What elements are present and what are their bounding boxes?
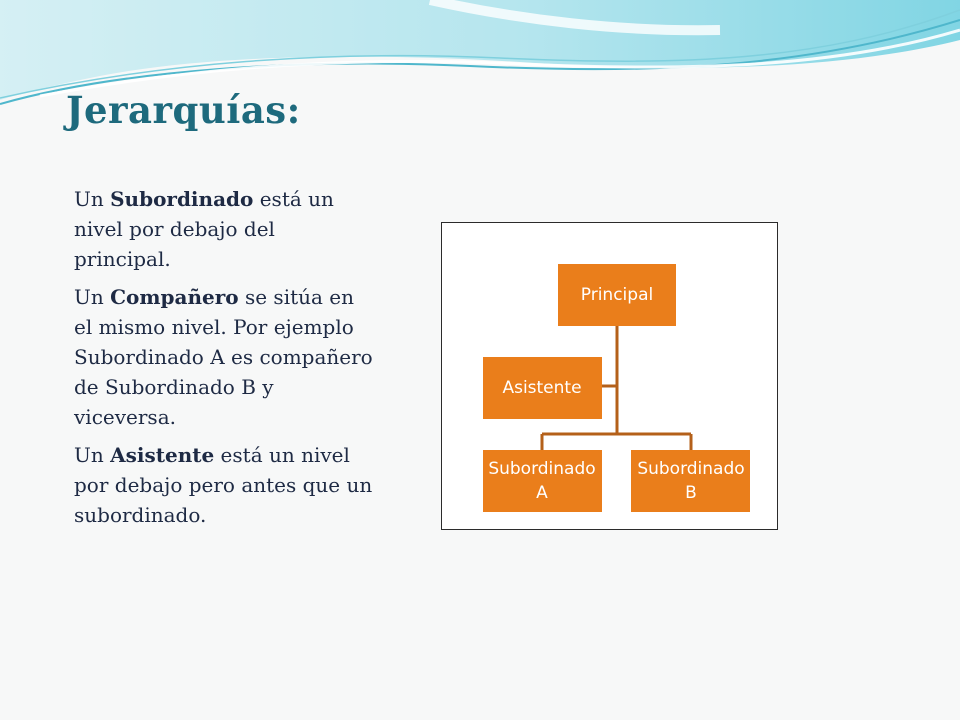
paragraph-lead: Un [74,443,111,467]
org-chart [442,223,779,531]
paragraph-rest: está un nivel por debajo pero antes que un subordinado. [74,443,373,527]
term-subordinado: Subordinado [110,187,254,211]
node-subordinado-b-line1: Subordinado [637,459,745,479]
node-asistente [483,357,602,419]
paragraph-lead: Un [74,285,111,309]
node-asistente-label: Asistente [502,378,582,398]
slide-title: Jerarquías: [66,88,301,132]
node-principal-label: Principal [580,285,654,305]
org-chart-image [441,222,778,530]
paragraph-rest: se sitúa en el mismo nivel. Por ejemplo Subordinado A es compañero de Subordinado B y viceversa. [74,285,373,429]
paragraph-lead: Un [74,187,111,211]
node-principal [558,264,676,326]
term-asistente: Asistente [110,443,215,467]
node-subordinado-a [483,450,602,512]
paragraph-companero [74,282,374,432]
term-companero: Compañero [110,285,239,309]
body-text [74,184,374,538]
node-subordinado-a-line2: A [536,483,548,503]
paragraph-rest: está un nivel por debajo del principal. [74,187,334,271]
paragraph-subordinado [74,184,374,274]
paragraph-asistente [74,440,374,530]
node-subordinado-b-line2: B [685,483,697,503]
node-subordinado-a-line1: Subordinado [488,459,596,479]
node-subordinado-b [631,450,750,512]
